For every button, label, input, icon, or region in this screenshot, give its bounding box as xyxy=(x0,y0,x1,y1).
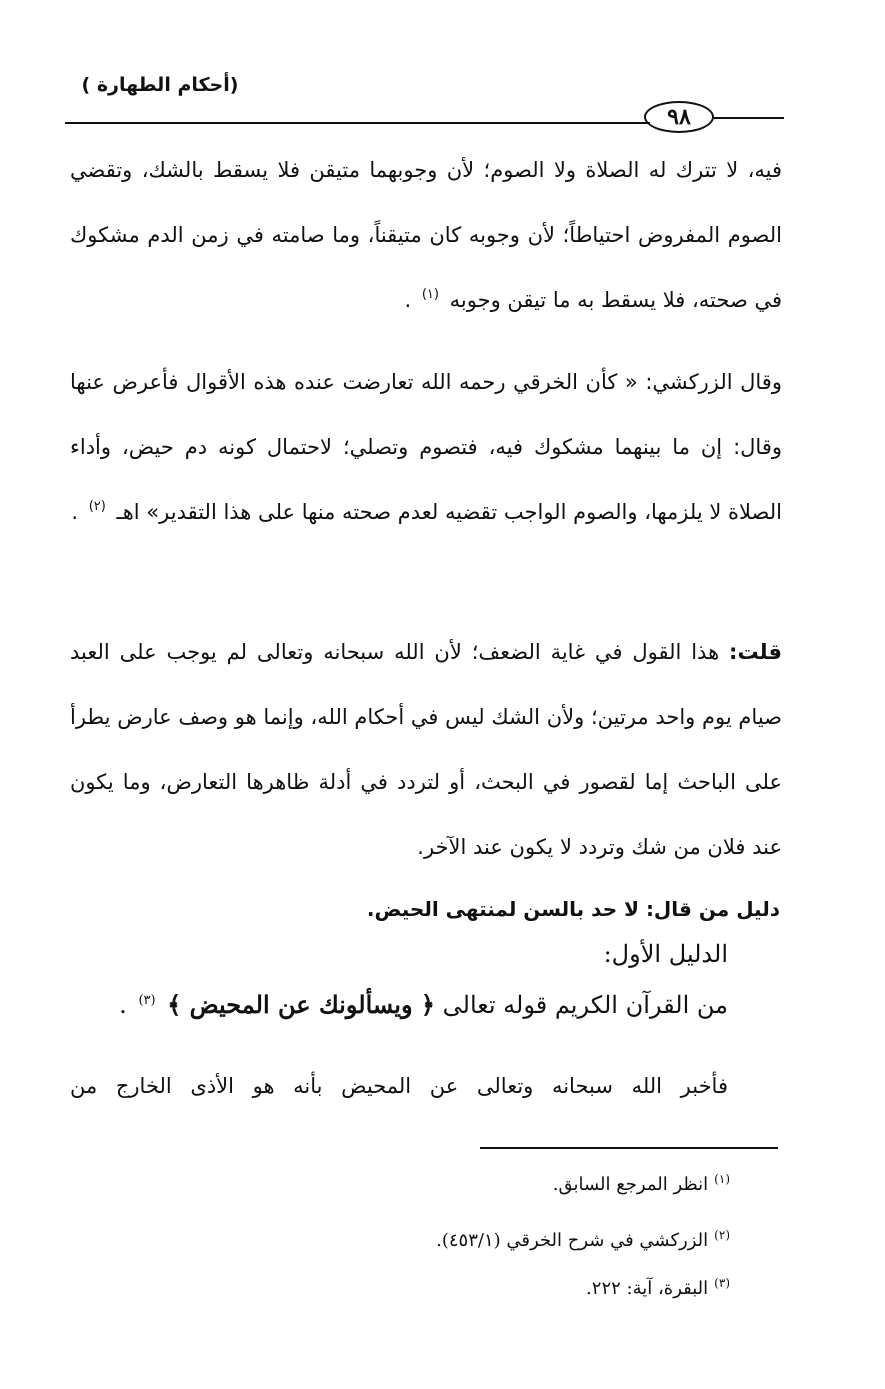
footnote-3 xyxy=(300,1276,730,1299)
paragraph-1-text: فيه، لا تترك له الصلاة ولا الصوم؛ لأن وجوبهما متيقن فلا يسقط بالشك، وتقضي الصوم المفروض احتياطاً؛ لأن وجوبه كان متيقناً، وما صامته في زمن الدم مشكوك في صحته، فلا يسقط به ما تيقن وجوبه xyxy=(70,158,782,312)
page-number: ٩٨ xyxy=(644,101,714,133)
paragraph-2 xyxy=(70,350,782,545)
footnote-separator xyxy=(480,1147,778,1149)
quran-verse: ﴿ ويسألونك عن المحيض ﴾ xyxy=(167,990,435,1019)
paragraph-3-text: هذا القول في غاية الضعف؛ لأن الله سبحانه وتعالى لم يوجب على العبد صيام يوم واحد مرتين؛ ولأن الشك ليس في أحكام الله، وإنما هو وصف عارض يطرأ على الباحث إما لقصور في البحث، أو لتردد في أدلة ظاهرها التعارض، وما يكون عند فلان من شك وتردد لا يكون عند الآخر. xyxy=(70,640,782,859)
running-title: (أحكام الطهارة ) xyxy=(81,74,239,96)
paragraph-3 xyxy=(70,620,782,880)
footnote-ref-3[interactable]: (٣) xyxy=(138,993,156,1008)
paragraph-2-end: . xyxy=(71,500,79,524)
paragraph-2-text: وقال الزركشي: « كأن الخرقي رحمه الله تعارضت عنده هذه الأقوال فأعرض عنها وقال: إن ما بينهما مشكوك فيه، فتصوم وتصلي؛ لاحتمال كونه دم حيض، وأداء الصلاة لا يلزمها، والصوم الواجب تقضيه لعدم صحته منها على هذا التقدير» اهـ xyxy=(70,370,782,524)
quran-end: . xyxy=(119,991,127,1019)
footnote-1-mark: (١) xyxy=(714,1172,730,1186)
quran-prefix: من القرآن الكريم قوله تعالى xyxy=(442,991,728,1019)
paragraph-1 xyxy=(70,138,782,333)
footnote-1 xyxy=(300,1172,730,1195)
footnote-2-mark: (٢) xyxy=(714,1228,730,1242)
footnote-2-text: الزركشي في شرح الخرقي (٤٥٣/١). xyxy=(436,1230,709,1251)
footnote-3-mark: (٣) xyxy=(714,1276,730,1290)
section-heading: دليل من قال: لا حد بالسن لمنتهى الحيض. xyxy=(366,897,780,921)
header-rule xyxy=(65,122,650,124)
last-line: فأخبر الله سبحانه وتعالى عن المحيض بأنه هو الأذى الخارج من xyxy=(70,1074,728,1098)
footnote-1-text: انظر المرجع السابق. xyxy=(552,1174,709,1195)
paragraph-3-lead: قلت: xyxy=(729,640,782,664)
footnote-ref-2[interactable]: (٢) xyxy=(88,499,106,514)
footnote-ref-1[interactable]: (١) xyxy=(421,287,439,302)
evidence-label: الدليل الأول: xyxy=(603,940,728,968)
footnote-2 xyxy=(300,1228,730,1251)
quran-line xyxy=(70,990,728,1019)
footnote-3-text: البقرة، آية: ٢٢٢. xyxy=(586,1278,709,1299)
header-rule-right xyxy=(714,117,784,119)
paragraph-1-end: . xyxy=(404,288,412,312)
